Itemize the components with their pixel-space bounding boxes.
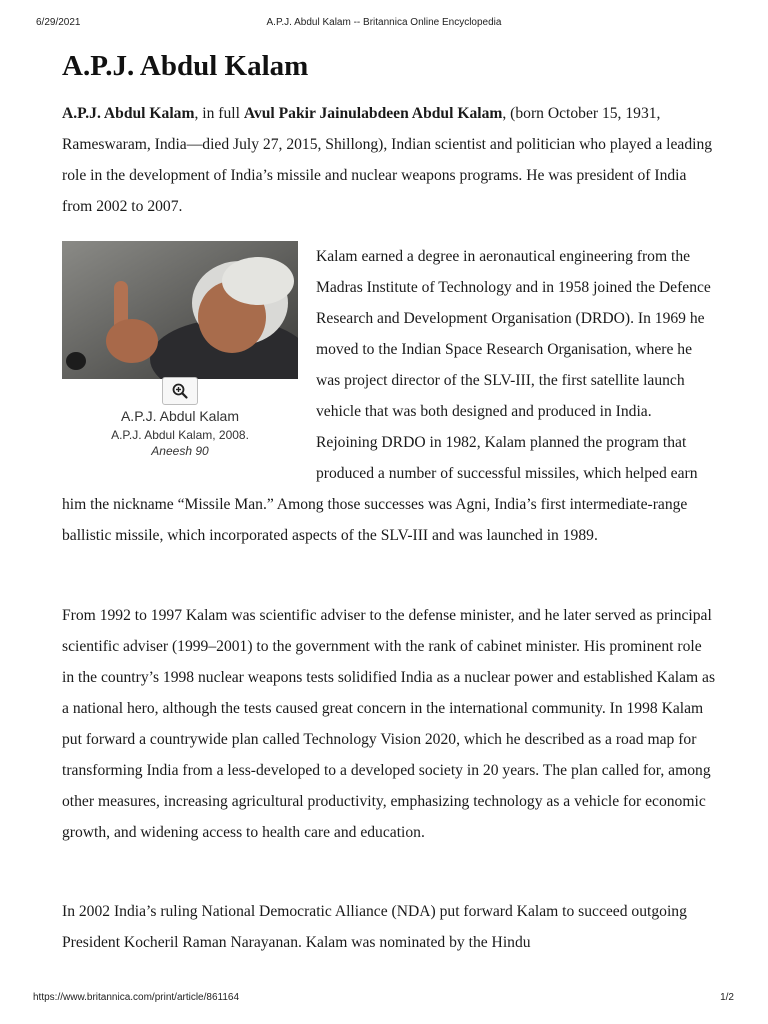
print-header-title: A.P.J. Abdul Kalam -- Britannica Online Encyclopedia	[266, 17, 502, 28]
figure-caption: A.P.J. Abdul Kalam, 2008.	[111, 428, 249, 442]
career-paragraph: Kalam earned a degree in aeronautical engineering from the Madras Institute of Technology and in 1958 joined the Defence Research and Development Organisation (DRDO). In 1969 he moved to the Indian Space Research Organisation, where he was project director of the SLV-III, the first satellite launch vehicle that was both designed and produced in India. Rejoining DRDO in 1982, Kalam planned the program that produced a number of successful missiles, which helped earn him the nickname “Missile Man.” Among those successes was Agni, India’s first intermediate-range ballistic missile, which incorporated aspects of the SLV-III and was launched in 1989.	[62, 248, 711, 544]
intro-body: , (born October 15, 1931, Rameswaram, India—died July 27, 2015, Shillong), Indian scientist and politician who played a leading role in the development of India’s missile and nuclear weapons programs. He was president of India from 2002 to 2007.	[62, 105, 713, 215]
presidency-paragraph: In 2002 India’s ruling National Democratic Alliance (NDA) put forward Kalam to succeed outgoing President Kocheril Raman Narayanan. Kalam was nominated by the Hindu	[62, 903, 687, 951]
print-footer-url: https://www.britannica.com/print/article/861164	[33, 992, 240, 1003]
zoom-button[interactable]	[162, 377, 198, 405]
subject-full-name: Avul Pakir Jainulabdeen Abdul Kalam	[243, 105, 503, 122]
career-section	[62, 241, 716, 551]
page-number: 1/2	[720, 992, 734, 1003]
subject-name: A.P.J. Abdul Kalam	[62, 105, 195, 122]
adviser-paragraph: From 1992 to 1997 Kalam was scientific adviser to the defense minister, and he later served as principal scientific adviser (1999–2001) to the government with the rank of cabinet minister. His prominent role in the country’s 1998 nuclear weapons tests solidified India as a nuclear power and established Kalam as a national hero, although the tests caused great concern in the international community. In 1998 Kalam put forward a countrywide plan called Technology Vision 2020, which he described as a road map for transforming India from a less-developed to a developed society in 20 years. The plan called for, among other measures, increasing agricultural productivity, emphasizing technology as a vehicle for economic growth, and widening access to health care and education.	[62, 607, 716, 841]
portrait-figure	[62, 241, 298, 459]
intro-paragraph	[62, 98, 716, 222]
intro-connector: , in full	[194, 105, 244, 122]
figure-credit: Aneesh 90	[151, 444, 209, 458]
zoom-in-icon	[171, 382, 189, 400]
article-title: A.P.J. Abdul Kalam	[62, 50, 309, 82]
figure-title: A.P.J. Abdul Kalam	[120, 408, 240, 424]
print-date: 6/29/2021	[36, 17, 81, 28]
portrait-photo[interactable]	[62, 241, 298, 379]
